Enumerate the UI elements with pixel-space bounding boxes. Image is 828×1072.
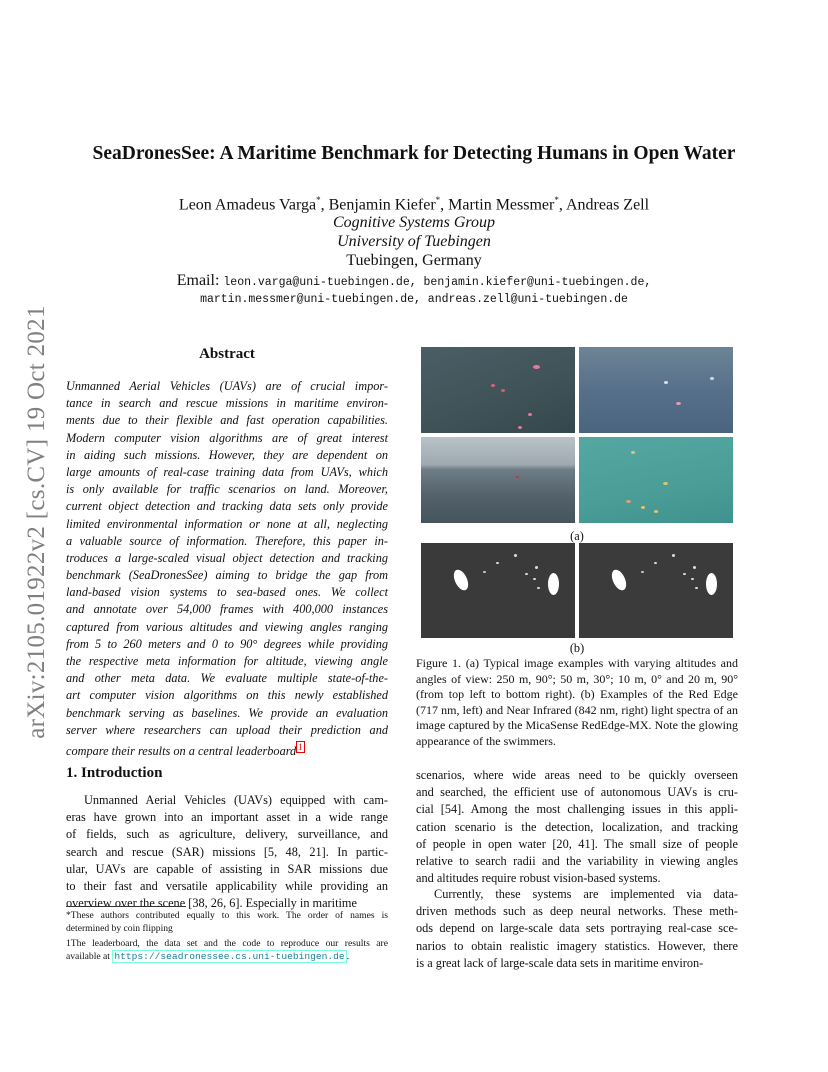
text-line: from 5 to 260 meters and 0 to 90° degrees while providing [66, 636, 388, 651]
affiliation-group: Cognitive Systems Group [332, 214, 496, 231]
text-line: is only available for traffic scenarios on land. Moreover, [66, 482, 388, 497]
text-line: narios to obtain realistic imagery statistics. However, there [416, 938, 738, 953]
affiliation-city: Tuebingen, Germany [346, 252, 482, 269]
intro-right-column-p2 [416, 886, 738, 972]
text-line: and searched, the efficient use of autonomous UAVs is cru- [416, 785, 738, 800]
email-addresses-2[interactable]: martin.messmer@uni-tuebingen.de, andreas.zell@uni-tuebingen.de [200, 293, 628, 306]
text-line: limited environmental information or none at all, neglecting [66, 516, 388, 531]
figure-label-a: (a) [570, 529, 584, 543]
author-mark: * [316, 195, 321, 205]
text-line: and altitudes require robust vision-based systems. [416, 871, 661, 886]
text-line: of people in open water [20, 41]. The small size of people [416, 836, 738, 851]
text-line: driven methods such as deep neural networks. These meth- [416, 904, 738, 919]
footnote-star [66, 910, 388, 935]
text-line: is a great lack of large-scale data sets in maritime environ- [416, 955, 704, 970]
text-line: the respective meta information for altitude, viewing angle [66, 654, 388, 668]
text-line: and other meta data. We evaluate multiple state-of-the- [66, 671, 388, 686]
footnote-line: 1The leaderboard, the data set and the code to reproduce our results are [66, 938, 388, 949]
text-line: Modern computer vision algorithms are of great interest [66, 430, 388, 445]
figure-photo-aerial-50m [579, 347, 733, 433]
footnote-rule [66, 906, 186, 907]
text-line: Unmanned Aerial Vehicles (UAVs) are of crucial impor- [66, 379, 388, 393]
text-line: cation scenario is the detection, localization, and tracking [416, 819, 738, 834]
email-label: Email: [176, 272, 220, 289]
section-heading: 1. Introduction [66, 765, 163, 781]
email-line [0, 272, 828, 290]
affiliation-university: University of Tuebingen [337, 233, 491, 250]
text-line: angles of view: 250 m, 90°; 50 m, 30°; 10 m, 0° and 20 m, 90° [416, 671, 738, 686]
text-line: relative to search radii and the variability in viewing angles [416, 853, 738, 868]
text-line: benchmark serving as baselines. We provide an evaluation [66, 705, 388, 720]
abstract-heading: Abstract [199, 346, 255, 362]
dataset-url-link[interactable]: https://seadronessee.cs.uni-tuebingen.de [114, 950, 345, 962]
text-line: Unmanned Aerial Vehicles (UAVs) equipped with cam- [84, 793, 388, 807]
author-name: Andreas Zell [565, 196, 650, 214]
text-line: troduces a large-scaled visual object detection and tracking [66, 550, 388, 565]
text-line: land-based vision systems to sea-based ones. We collect [66, 585, 388, 600]
footnote-1 [66, 938, 388, 963]
author-mark: * [435, 195, 441, 205]
author-name: Martin Messmer [448, 196, 555, 214]
intro-left-column [66, 792, 388, 912]
text-line: scenarios, where wide areas need to be quickly overseen [416, 768, 738, 782]
text-line: tance in search and rescue missions in maritime environ- [66, 396, 388, 411]
text-line: server where researchers can upload their prediction and [66, 722, 388, 737]
text-line: current object detection and tracking data sets only provide [66, 499, 388, 514]
footnote-line: determined by coin flipping [66, 922, 173, 934]
figure-photo-aerial-20m [579, 437, 733, 523]
abstract-body [66, 378, 388, 759]
text-line: image captured by the MicaSense RedEdge-MX. Note the glowing [416, 718, 738, 733]
author-name: Leon Amadeus Varga [178, 196, 317, 214]
figure-photo-aerial-250m [421, 347, 575, 433]
text-line: to their fast and versatile applicability while providing an [66, 878, 388, 893]
footnote-line: *These authors contributed equally to this work. The order of names is [66, 910, 388, 921]
text-line: ular, UAVs are capable of assisting in SAR missions due [66, 861, 388, 876]
text-line: captured from various altitudes and viewing angles ranging [66, 619, 388, 634]
text-line: a valuable source of information. Therefore, this paper in- [66, 533, 388, 548]
text-line: compare their results on a central leaderboard $^1$ [66, 741, 303, 759]
figure-label-b: (b) [569, 641, 585, 655]
author-mark: * [554, 195, 559, 205]
footnote-prefix: available at [66, 950, 110, 962]
text-line: cial [54]. Among the most challenging issues in this appli- [416, 802, 738, 817]
text-line: in aiding such missions. However, they are dependent on [66, 447, 388, 462]
text-line: art computer vision algorithms on this newly established [66, 688, 388, 703]
email-addresses[interactable]: leon.varga@uni-tuebingen.de, benjamin.kiefer@uni-tuebingen.de, [223, 276, 652, 289]
text-line: eras have grown into an important asset in a wide range [66, 810, 388, 825]
figure-photo-horizon-10m [421, 437, 575, 523]
text-line: (from top left to bottom right). (b) Examples of the Red Edge [416, 687, 738, 702]
text-line: ments due to their flexible and fast operation capabilities. [66, 413, 388, 428]
text-line: large amounts of real-case training data from UAVs, which [66, 464, 388, 479]
intro-right-column-p1 [416, 767, 738, 887]
figure-photo-near-infrared [579, 543, 733, 638]
text-line: appearance of the swimmers. [416, 733, 556, 748]
text-line: benchmark (SeaDronesSee) aiming to bridge the gap from [66, 568, 388, 583]
text-line: ods depend on large-scale data sets portraying real-case sce- [416, 921, 738, 936]
text-line: Currently, these systems are implemented via data- [434, 887, 738, 901]
text-line: search and rescue (SAR) missions [5, 48, 21]. In partic- [66, 844, 388, 859]
text-line: overview over the scene [38, 26, 6]. Especially in maritime [66, 896, 357, 911]
figure-caption [416, 656, 738, 750]
figure-photo-red-edge [421, 543, 575, 638]
footnote-line: available at https://seadronessee.cs.uni-tuebingen.de . [66, 950, 350, 962]
paper-title: SeaDronesSee: A Maritime Benchmark for Detecting Humans in Open Water [92, 143, 736, 164]
text-line: Figure 1. (a) Typical image examples with varying altitudes and [416, 656, 738, 670]
text-line: and annotate over 54,000 frames with 400,000 instances [66, 602, 388, 617]
text-line: (717 nm, left) and Near Infrared (842 nm, right) light spectra of an [416, 702, 738, 717]
text-line: of fields, such as agriculture, delivery, surveillance, and [66, 827, 388, 842]
footnote-link[interactable]: 1 [298, 741, 303, 752]
author-list: Leon Amadeus Varga*, Benjamin Kiefer*, Martin Messmer*, Andreas Zell [178, 195, 650, 214]
author-name: Benjamin Kiefer [328, 196, 436, 214]
